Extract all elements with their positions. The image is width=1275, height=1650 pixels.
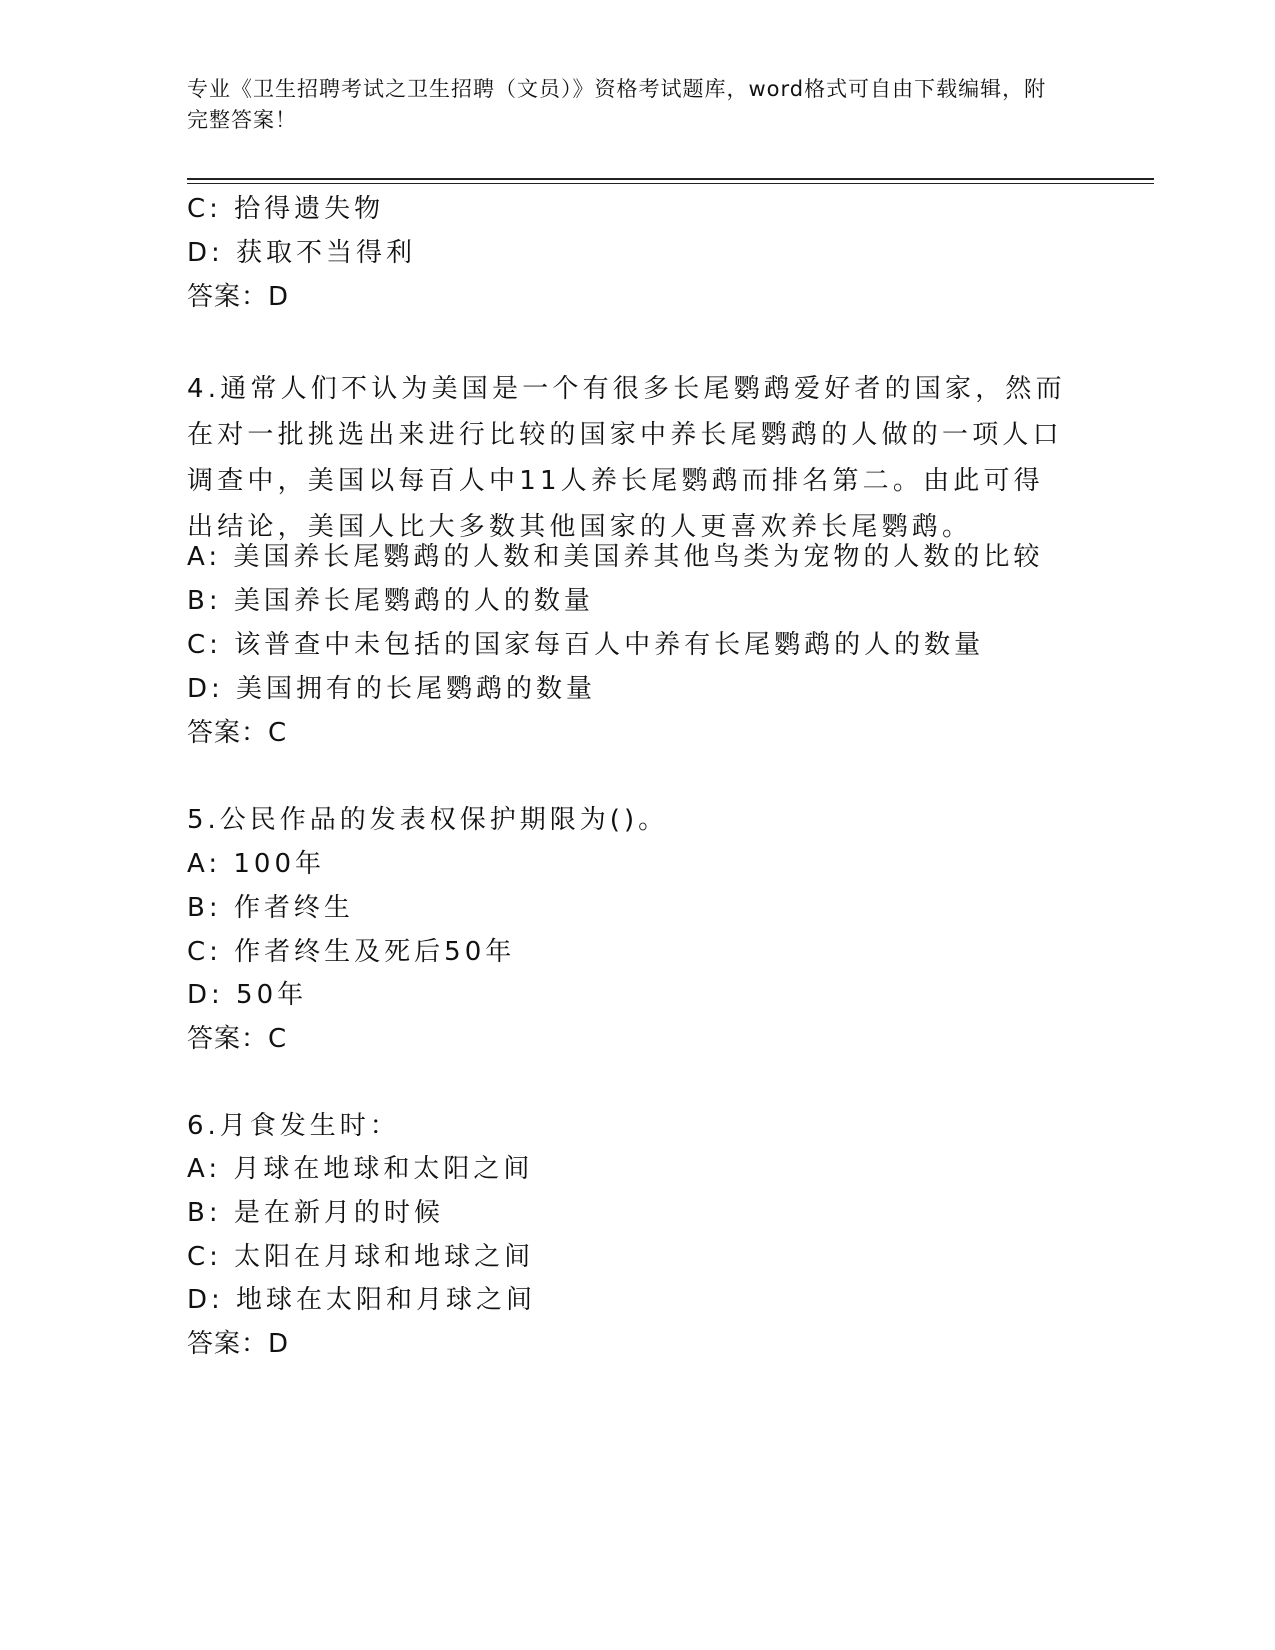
q4-question: 4.通常人们不认为美国是一个有很多长尾鹦鹉爱好者的国家，然而在对一批挑选出来进行比较的国家中养长尾鹦鹉的人做的一项人口调查中，美国以每百人中11人养长尾鹦鹉而排名第二。由此可得出结论，美国人比大多数其他国家的人更喜欢养长尾鹦鹉。 [187, 374, 1066, 542]
q5-option-d: D: 50年 [187, 980, 308, 1010]
q4-option-b: B: 美国养长尾鹦鹉的人的数量 [187, 586, 594, 616]
q6-option-d: D: 地球在太阳和月球之间 [187, 1285, 537, 1315]
q6-option-b: B: 是在新月的时候 [187, 1198, 444, 1228]
q4-option-c: C: 该普查中未包括的国家每百人中养有长尾鹦鹉的人的数量 [187, 630, 985, 660]
q5-option-a: A: 100年 [187, 849, 325, 879]
header-divider-thin [187, 183, 1154, 184]
q6-option-c: C: 太阳在月球和地球之间 [187, 1242, 535, 1272]
q4-option-a: A: 美国养长尾鹦鹉的人数和美国养其他鸟类为宠物的人数的比较 [187, 542, 1044, 572]
q4-answer: 答案：C [187, 718, 288, 748]
q5-option-b: B: 作者终生 [187, 893, 354, 923]
q4-option-d: D: 美国拥有的长尾鹦鹉的数量 [187, 674, 597, 704]
q6-question: 6.月食发生时： [187, 1111, 400, 1141]
q5-question: 5.公民作品的发表权保护期限为()。 [187, 805, 669, 835]
q3-answer: 答案：D [187, 282, 290, 312]
q3-option-d: D: 获取不当得利 [187, 238, 417, 268]
q6-answer: 答案：D [187, 1329, 290, 1359]
q5-option-c: C: 作者终生及死后50年 [187, 937, 516, 967]
q6-option-a: A: 月球在地球和太阳之间 [187, 1154, 534, 1184]
header-divider-thick [187, 178, 1154, 180]
q5-answer: 答案：C [187, 1024, 288, 1054]
document-header: 专业《卫生招聘考试之卫生招聘（文员）》资格考试题库，word格式可自由下载编辑，附完整答案！ [187, 77, 1047, 132]
q3-option-c: C: 拾得遗失物 [187, 194, 385, 224]
